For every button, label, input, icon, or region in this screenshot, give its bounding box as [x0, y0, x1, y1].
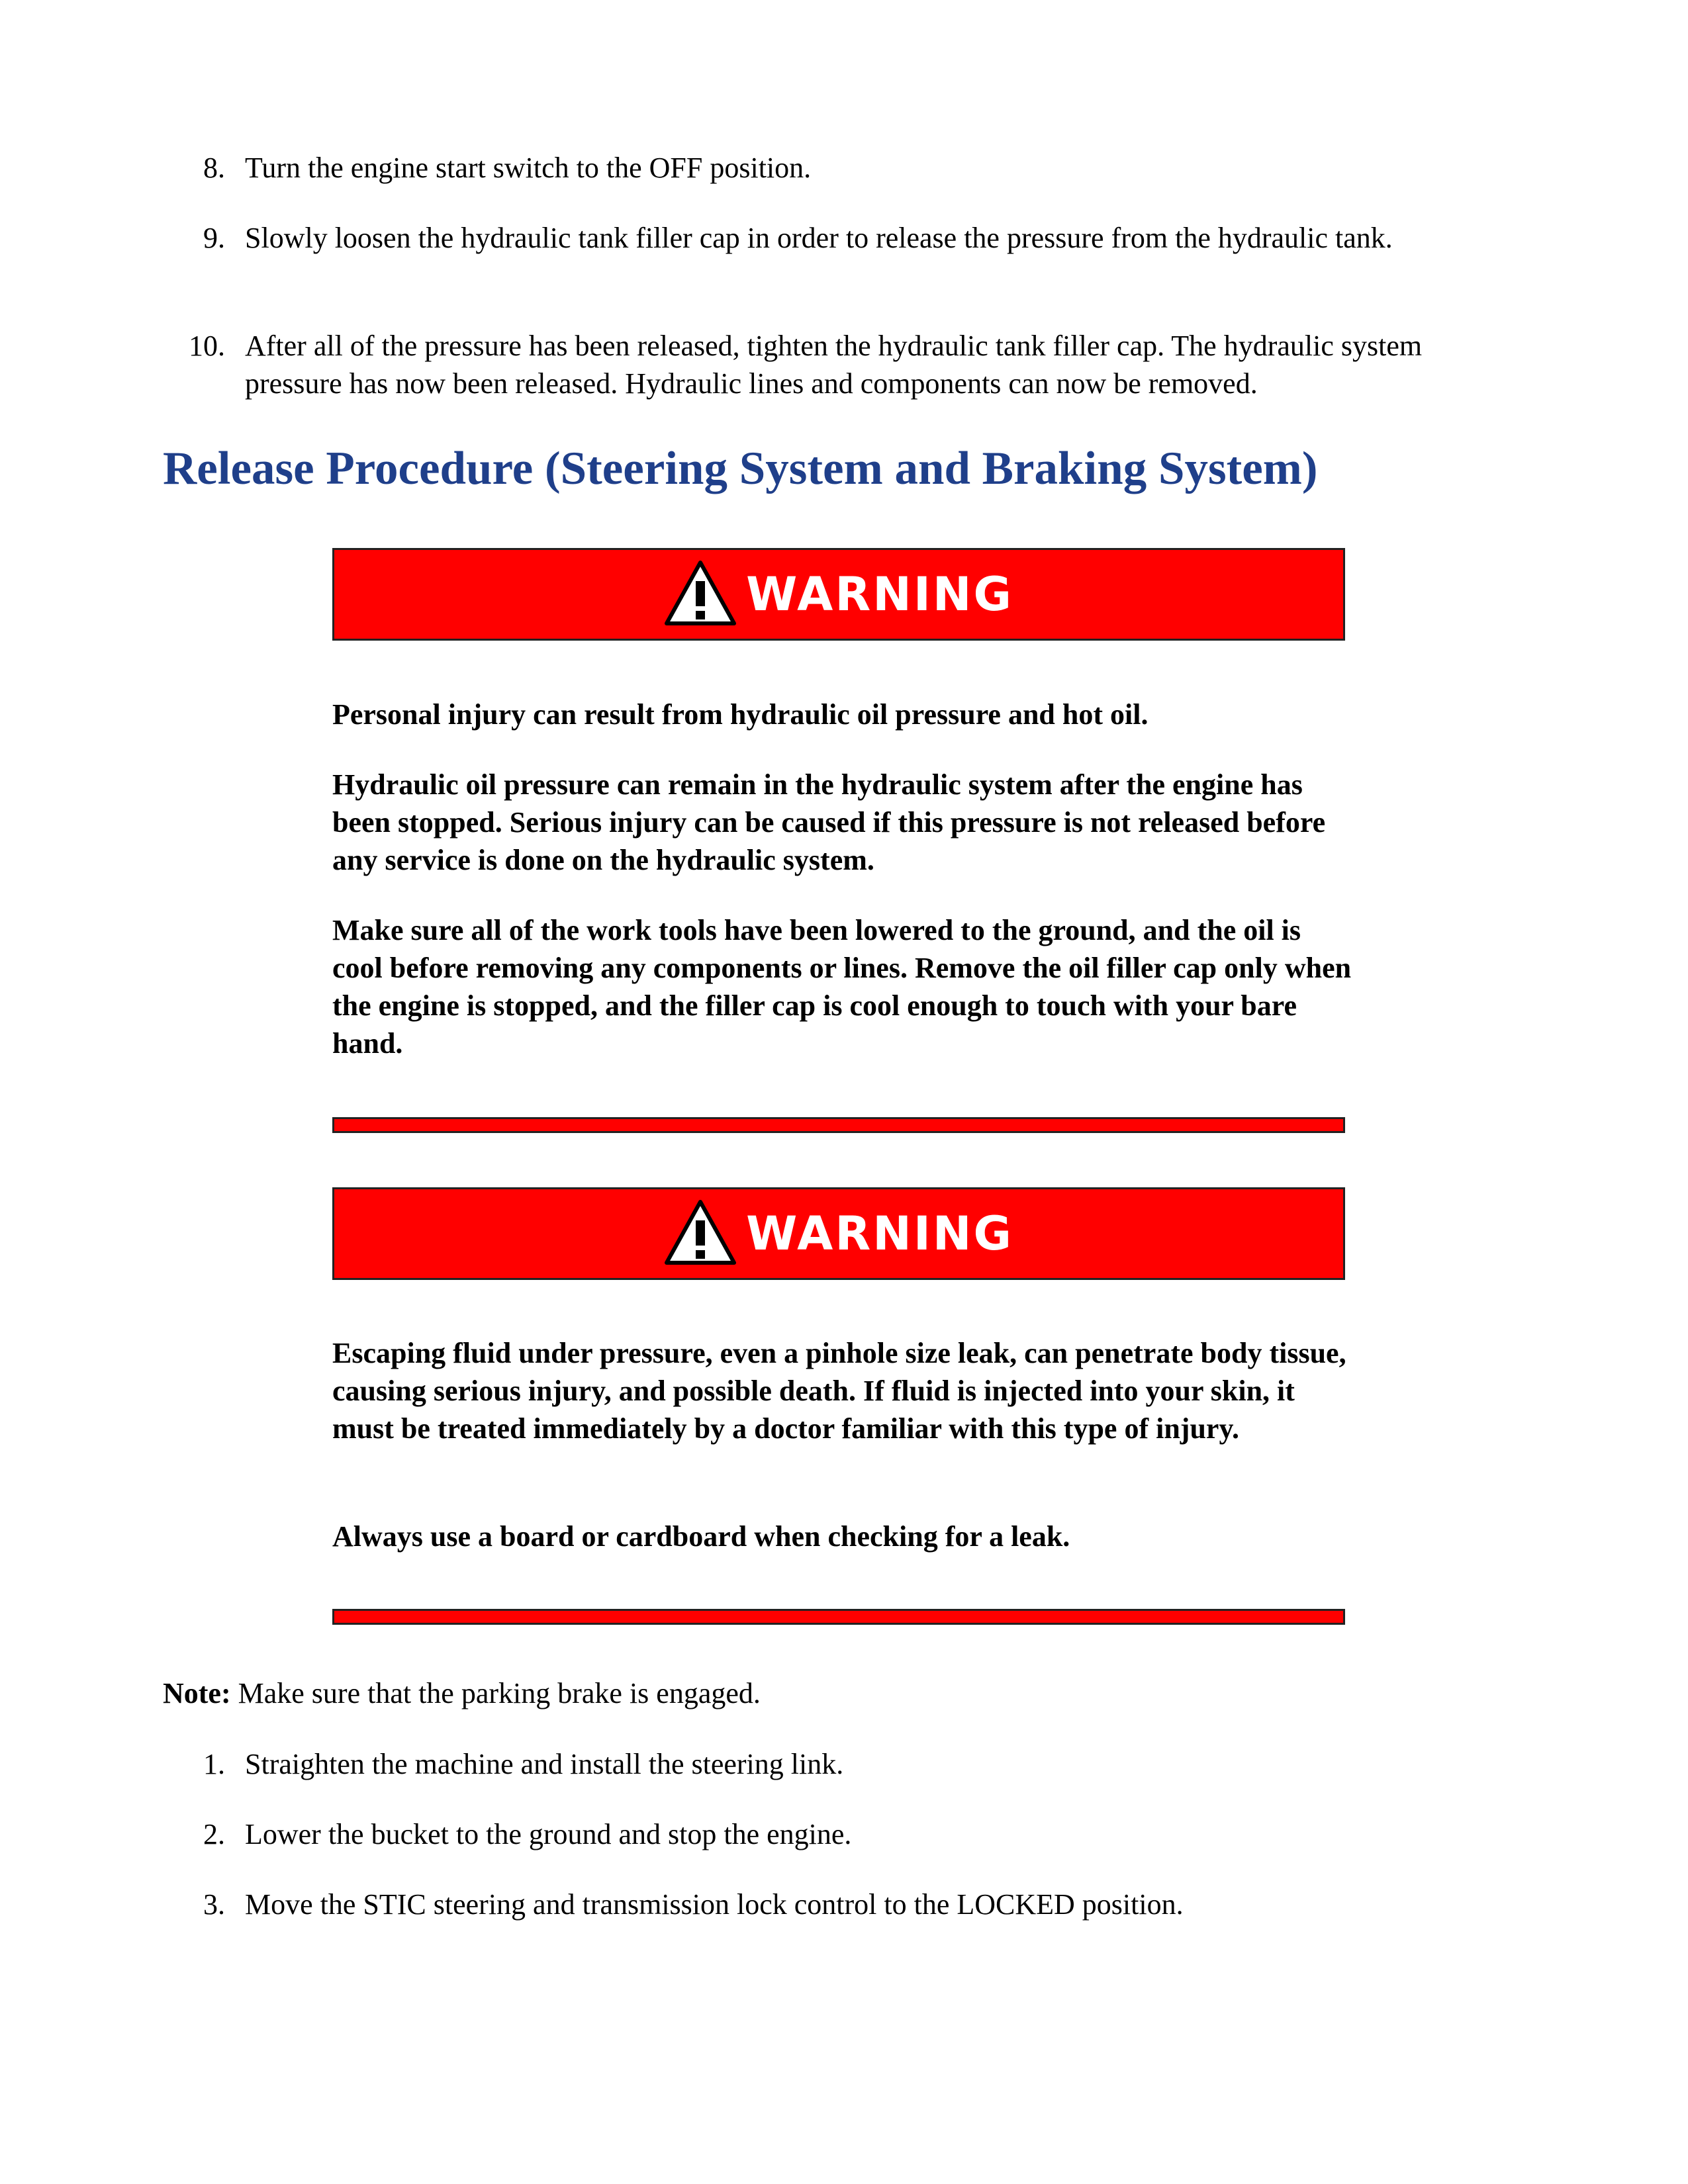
warning-text: Escaping fluid under pressure, even a pinhole size leak, can penetrate body tissue, causing serious injury, and possible death. If fluid is injected into your skin, it must be treated immediately by a doctor familiar with this type of injury. — [332, 1337, 1346, 1445]
note — [163, 1674, 761, 1712]
list-text: Straighten the machine and install the steering link. — [245, 1748, 844, 1780]
list-number: 10. — [189, 330, 225, 362]
list-text: Slowly loosen the hydraulic tank filler cap in order to release the pressure from the hydraulic tank. — [245, 222, 1393, 254]
note-text: Make sure that the parking brake is engaged. — [230, 1677, 761, 1709]
warning-text: Always use a board or cardboard when checking for a leak. — [332, 1520, 1070, 1553]
list-text: Move the STIC steering and transmission lock control to the LOCKED position. — [245, 1888, 1184, 1921]
list-text: After all of the pressure has been released, tighten the hydraulic tank filler cap. The hydraulic system pressure has now been released. Hydraulic lines and components can now be removed. — [245, 330, 1423, 400]
warning-triangle-icon — [664, 1199, 737, 1269]
note-label: Note: — [163, 1677, 231, 1709]
list-number: 9. — [203, 222, 225, 254]
list-number: 2. — [203, 1818, 225, 1850]
warning-divider — [332, 1609, 1345, 1625]
list-text: Turn the engine start switch to the OFF position. — [245, 152, 812, 184]
warning-label: WARNING — [746, 1206, 1013, 1261]
list-number: 8. — [203, 152, 225, 184]
list-number: 3. — [203, 1888, 225, 1921]
warning-text: Personal injury can result from hydraulic oil pressure and hot oil. — [332, 698, 1149, 731]
warning-divider — [332, 1117, 1345, 1133]
list-text: Lower the bucket to the ground and stop the engine. — [245, 1818, 852, 1850]
warning-text: Hydraulic oil pressure can remain in the hydraulic system after the engine has been stopped. Serious injury can be caused if this pressure is not released before any service is done on the hydraulic system. — [332, 768, 1326, 876]
section-heading: Release Procedure (Steering System and Braking System) — [163, 443, 1318, 494]
warning-banner — [332, 1187, 1345, 1280]
warning-banner — [332, 548, 1345, 641]
warning-triangle-icon — [664, 560, 737, 629]
warning-label: WARNING — [746, 567, 1013, 621]
list-number: 1. — [203, 1748, 225, 1780]
warning-text: Make sure all of the work tools have been lowered to the ground, and the oil is cool before removing any components or lines. Remove the oil filler cap only when the engine is stopped, and the filler cap is cool enough to touch with your bare hand. — [332, 914, 1352, 1060]
